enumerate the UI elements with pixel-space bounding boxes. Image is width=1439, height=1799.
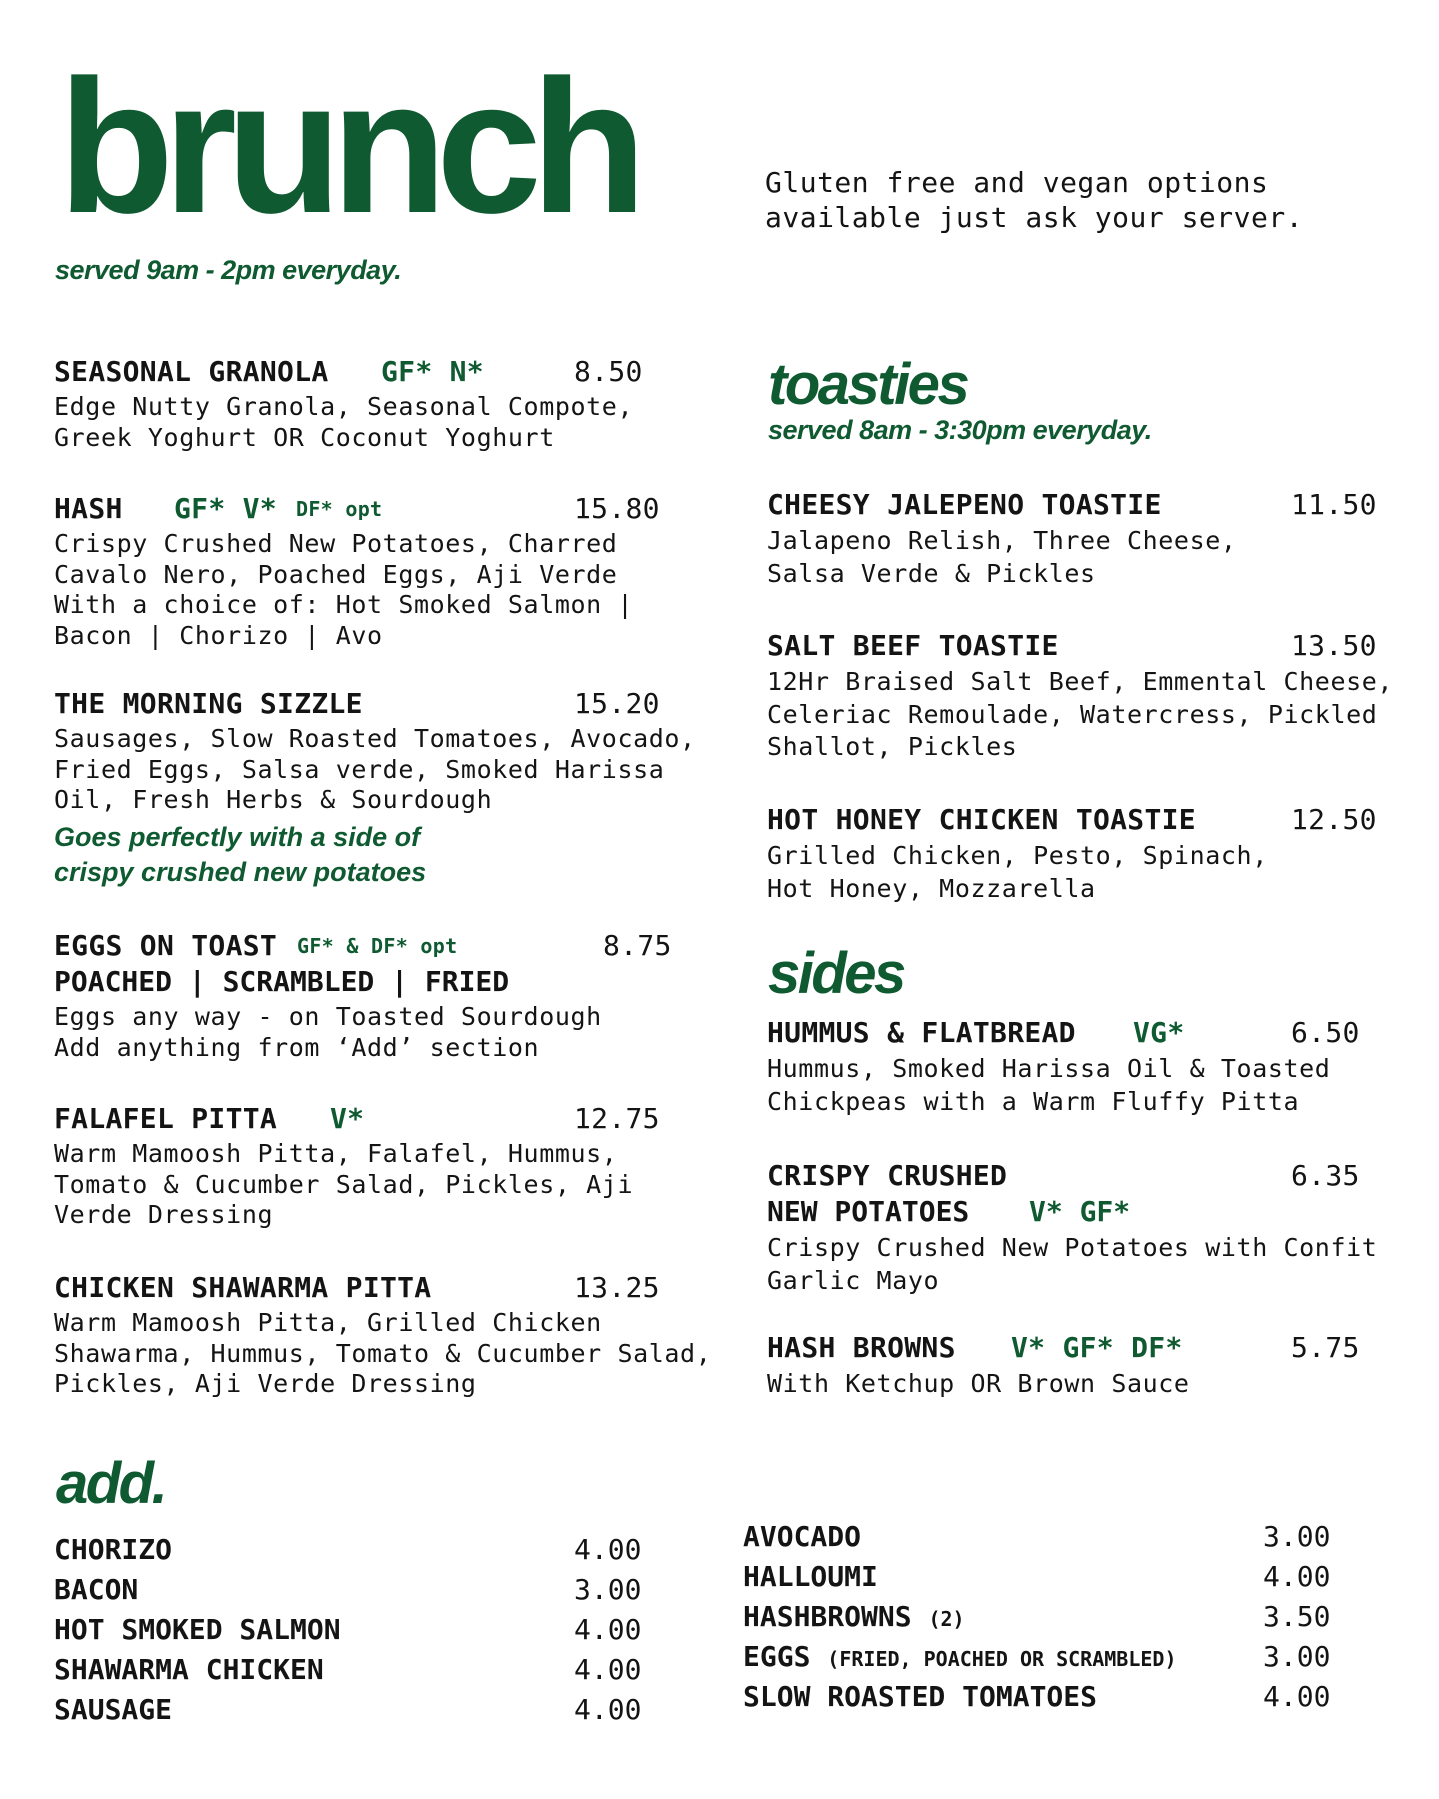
item-price: 6.50 [1291, 1016, 1360, 1049]
add-item-price: 3.00 [1263, 1520, 1331, 1553]
add-item-chorizo [54, 1530, 642, 1570]
add-item-note: (FRIED, POACHED OR SCRAMBLED) [827, 1647, 1177, 1671]
add-item-name: CHORIZO [54, 1533, 173, 1566]
item-price: 8.50 [574, 355, 643, 388]
item-name: HASH BROWNS [767, 1331, 956, 1364]
add-item-note: (2) [928, 1607, 965, 1631]
item-price: 8.75 [603, 929, 672, 962]
dietary-tags: V* GF* DF* [1011, 1331, 1183, 1364]
item-price: 15.80 [574, 492, 660, 525]
add-item-price: 3.50 [1263, 1600, 1331, 1633]
item-description: Edge Nutty Granola, Seasonal Compote, Greek Yoghurt OR Coconut Yoghurt [54, 392, 634, 452]
menu-item-cheesy-jalepeno-toastie [767, 487, 1377, 590]
add-item-hot-smoked-salmon [54, 1610, 642, 1650]
dietary-tags: VG* [1133, 1016, 1185, 1049]
item-name: CRISPY CRUSHED [767, 1159, 1008, 1192]
add-item-halloumi [743, 1557, 1331, 1597]
item-price: 13.25 [574, 1271, 660, 1304]
item-name: HOT HONEY CHICKEN TOASTIE [767, 803, 1196, 836]
menu-item-seasonal-granola [54, 354, 643, 453]
page-title: brunch [58, 41, 636, 253]
item-description: Crispy Crushed New Potatoes with Confit Garlic Mayo [767, 1233, 1378, 1295]
item-description: Jalapeno Relish, Three Cheese, Salsa Verde & Pickles [767, 526, 1237, 588]
add-item-price: 4.00 [574, 1653, 642, 1686]
item-name: SEASONAL GRANOLA [54, 355, 329, 388]
item-name: THE MORNING SIZZLE [54, 687, 363, 720]
item-description: Hummus, Smoked Harissa Oil & Toasted Chickpeas with a Warm Fluffy Pitta [767, 1054, 1331, 1116]
add-item-bacon [54, 1570, 642, 1610]
item-price: 11.50 [1291, 488, 1377, 521]
menu-item-hash-browns [767, 1330, 1360, 1401]
item-subtitle: POACHED | SCRAMBLED | FRIED [54, 965, 510, 998]
dietary-tags-optional: GF* & DF* opt [297, 934, 458, 958]
add-item-price: 4.00 [1263, 1680, 1331, 1713]
menu-item-hash [54, 491, 660, 651]
item-price: 6.35 [1291, 1159, 1360, 1192]
add-list-left [54, 1530, 642, 1730]
add-title: add. [56, 1451, 166, 1516]
brunch-hours: served 9am - 2pm everyday. [55, 255, 402, 285]
item-name: HASH [54, 492, 123, 525]
menu-item-hot-honey-chicken-toastie [767, 802, 1377, 905]
item-price: 12.75 [574, 1102, 660, 1135]
item-name: HUMMUS & FLATBREAD [767, 1016, 1076, 1049]
add-item-hashbrowns [743, 1597, 1331, 1637]
item-description: Grilled Chicken, Pesto, Spinach, Hot Honey, Mozzarella [767, 841, 1268, 903]
item-name: CHICKEN SHAWARMA PITTA [54, 1271, 432, 1304]
item-description: Crispy Crushed New Potatoes, Charred Cavalo Nero, Poached Eggs, Aji Verde With a choice of: Hot Smoked Salmon | Bacon | Chorizo | Avo [54, 529, 634, 650]
menu-item-salt-beef-toastie [767, 628, 1393, 764]
add-item-name: HOT SMOKED SALMON [54, 1613, 341, 1646]
add-item-price: 4.00 [1263, 1560, 1331, 1593]
pairing-tip: Goes perfectly with a side of crispy crushed new potatoes [54, 821, 427, 887]
dietary-note: Gluten free and vegan options available just ask your server. [765, 166, 1304, 234]
item-description: Warm Mamoosh Pitta, Falafel, Hummus, Tomato & Cucumber Salad, Pickles, Aji Verde Dressing [54, 1139, 634, 1229]
menu-item-crispy-crushed-new-potatoes [767, 1158, 1377, 1297]
item-price: 5.75 [1291, 1331, 1360, 1364]
add-item-sausage [54, 1690, 642, 1730]
add-item-name: SAUSAGE [54, 1693, 173, 1726]
toasties-hours: served 8am - 3:30pm everyday. [768, 415, 1152, 445]
menu-item-hummus-flatbread [767, 1015, 1360, 1118]
add-item-price: 4.00 [574, 1533, 642, 1566]
add-item-name: SLOW ROASTED TOMATOES [743, 1680, 1098, 1713]
item-price: 12.50 [1291, 803, 1377, 836]
item-price: 15.20 [574, 687, 660, 720]
add-item-price: 3.00 [1263, 1640, 1331, 1673]
add-item-name: AVOCADO [743, 1520, 862, 1553]
item-description: Eggs any way - on Toasted Sourdough Add anything from ‘Add’ section [54, 1002, 602, 1062]
add-list-right [743, 1517, 1331, 1717]
menu-item-falafel-pitta [54, 1101, 660, 1231]
item-description: 12Hr Braised Salt Beef, Emmental Cheese, Celeriac Remoulade, Watercress, Pickled Shallot, Pickles [767, 667, 1394, 761]
dietary-tags-optional: DF* opt [296, 497, 383, 521]
item-name: EGGS ON TOAST [54, 929, 278, 962]
menu-item-eggs-on-toast [54, 928, 672, 1063]
menu-item-chicken-shawarma-pitta [54, 1270, 711, 1400]
dietary-tags: GF* V* [174, 492, 277, 525]
item-name: CHEESY JALEPENO TOASTIE [767, 488, 1162, 521]
add-item-price: 3.00 [574, 1573, 642, 1606]
add-item-avocado [743, 1517, 1331, 1557]
add-item-name: BACON [54, 1573, 139, 1606]
add-item-name: HALLOUMI [743, 1560, 878, 1593]
add-item-slow-roasted-tomatoes [743, 1677, 1331, 1717]
add-item-name: EGGS [743, 1640, 811, 1673]
dietary-tags: GF* N* [381, 355, 484, 388]
add-item-shawarma-chicken [54, 1650, 642, 1690]
toasties-title: toasties [768, 352, 968, 417]
dietary-tags: V* [330, 1102, 365, 1135]
item-name: SALT BEEF TOASTIE [767, 629, 1059, 662]
item-description: Sausages, Slow Roasted Tomatoes, Avocado, Fried Eggs, Salsa verde, Smoked Harissa Oil, Fresh Herbs & Sourdough [54, 724, 696, 814]
add-item-name: SHAWARMA CHICKEN [54, 1653, 324, 1686]
add-item-price: 4.00 [574, 1693, 642, 1726]
add-item-price: 4.00 [574, 1613, 642, 1646]
add-item-name: HASHBROWNS [743, 1600, 912, 1633]
add-item-eggs [743, 1637, 1331, 1677]
item-description: Warm Mamoosh Pitta, Grilled Chicken Shawarma, Hummus, Tomato & Cucumber Salad, Pickles, Aji Verde Dressing [54, 1308, 712, 1398]
dietary-tags: V* GF* [1029, 1195, 1131, 1228]
item-subtitle: NEW POTATOES [767, 1195, 970, 1228]
item-name: FALAFEL PITTA [54, 1102, 278, 1135]
item-price: 13.50 [1291, 629, 1377, 662]
item-description: With Ketchup OR Brown Sauce [767, 1369, 1190, 1398]
menu-item-morning-sizzle [54, 686, 696, 890]
sides-title: sides [768, 941, 904, 1006]
